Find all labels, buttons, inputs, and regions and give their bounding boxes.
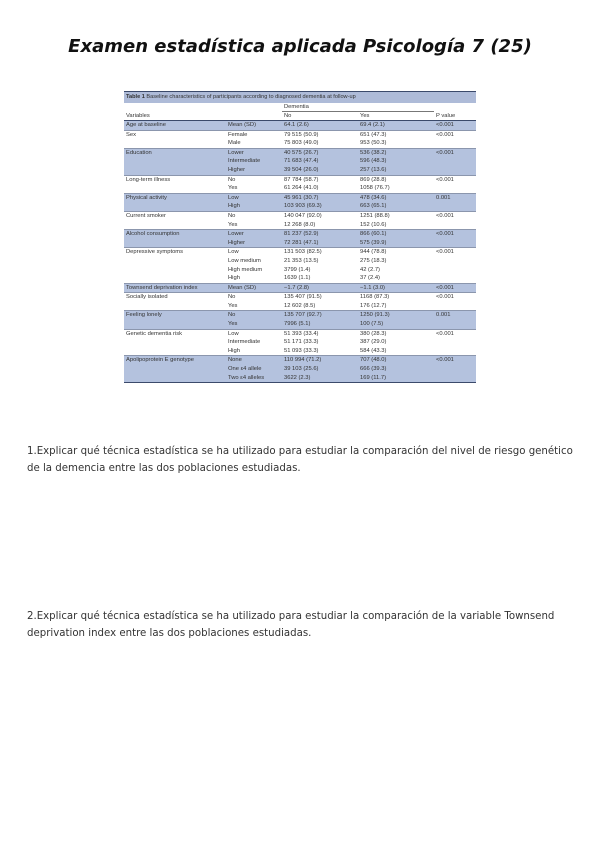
cell-variable: Genetic dementia risk — [124, 329, 226, 338]
page-title: Examen estadística aplicada Psicología 7 (25) — [68, 36, 532, 57]
cell-variable — [124, 365, 226, 374]
cell-no: 79 515 (50.9) — [282, 130, 358, 139]
cell-variable — [124, 239, 226, 248]
table-row — [124, 121, 476, 131]
cell-p — [434, 365, 476, 374]
cell-no: 45 961 (30.7) — [282, 193, 358, 202]
cell-no: 1639 (1.1) — [284, 275, 311, 282]
table-caption-label: Table 1 — [126, 94, 145, 100]
baseline-table-figure — [124, 91, 476, 383]
table-row — [124, 365, 476, 374]
table-row — [124, 139, 476, 148]
cell-category: Higher — [226, 239, 282, 248]
cell-p: <0.001 — [434, 211, 476, 220]
cell-category: No — [226, 175, 282, 184]
cell-yes: 69.4 (2.1) — [358, 121, 434, 131]
cell-yes: 169 (11.7) — [358, 374, 434, 383]
table-row — [124, 374, 476, 383]
cell-p — [434, 257, 476, 266]
cell-no: 110 994 (71.2) — [282, 356, 358, 365]
table-row — [124, 175, 476, 184]
cell-variable: Feeling lonely — [124, 311, 226, 320]
cell-variable — [124, 166, 226, 175]
cell-category: Intermediate — [226, 157, 282, 166]
header-variables: Variables — [124, 112, 226, 121]
cell-yes: 596 (48.3) — [358, 157, 434, 166]
table-row — [124, 302, 476, 311]
cell-category: No — [226, 311, 282, 320]
cell-variable — [124, 374, 226, 383]
cell-yes: 666 (39.3) — [358, 365, 434, 374]
cell-category: None — [226, 356, 282, 365]
cell-variable: Physical activity — [124, 193, 226, 202]
cell-no: 135 707 (92.7) — [282, 311, 358, 320]
cell-variable — [124, 221, 226, 230]
cell-variable — [124, 184, 226, 193]
cell-category: Mean (SD) — [226, 121, 282, 131]
cell-yes: 866 (60.1) — [358, 230, 434, 239]
cell-category: Higher — [226, 166, 282, 175]
cell-no: 12 602 (8.5) — [284, 302, 316, 309]
cell-p: <0.001 — [434, 148, 476, 157]
cell-category: High — [228, 275, 240, 282]
table-row — [124, 257, 476, 266]
cell-category: Yes — [226, 320, 282, 329]
cell-p — [434, 374, 476, 383]
cell-category: Male — [228, 140, 241, 147]
cell-no: 40 575 (26.7) — [282, 148, 358, 157]
cell-category: High — [226, 202, 282, 211]
cell-no: 81 237 (52.9) — [282, 230, 358, 239]
cell-category: Low medium — [228, 257, 261, 264]
cell-yes: 257 (13.6) — [358, 166, 434, 175]
table-row — [124, 239, 476, 248]
cell-yes: 663 (65.1) — [358, 202, 434, 211]
table-row — [124, 202, 476, 211]
header-no: No — [282, 112, 358, 121]
cell-p — [434, 320, 476, 329]
table-row — [124, 338, 476, 347]
cell-p: <0.001 — [434, 329, 476, 338]
cell-no: 3622 (2.3) — [282, 374, 358, 383]
cell-no: 39 103 (25.6) — [282, 365, 358, 374]
cell-p: <0.001 — [434, 293, 476, 302]
cell-yes: 953 (50.3) — [360, 140, 387, 147]
cell-no: 103 903 (69.3) — [282, 202, 358, 211]
cell-category: No — [226, 211, 282, 220]
cell-variable — [124, 302, 226, 311]
table-row — [124, 311, 476, 320]
cell-variable — [124, 257, 226, 266]
cell-p — [434, 157, 476, 166]
cell-yes: 42 (2.7) — [360, 266, 380, 273]
cell-variable — [124, 347, 226, 356]
question-1: 1.Explicar qué técnica estadística se ha utilizado para estudiar la comparación del nivel de riesgo genético de la demencia entre las dos poblaciones estudiadas. — [27, 446, 573, 474]
cell-no: 51 393 (33.4) — [282, 329, 358, 338]
table-row — [124, 248, 476, 257]
cell-variable — [124, 320, 226, 329]
cell-yes: 387 (29.0) — [360, 339, 387, 346]
cell-category: Intermediate — [228, 339, 261, 346]
cell-yes: 707 (48.0) — [358, 356, 434, 365]
cell-category: Mean (SD) — [226, 283, 282, 293]
cell-yes: 152 (10.6) — [360, 221, 387, 228]
table-row — [124, 211, 476, 220]
cell-p: <0.001 — [434, 130, 476, 139]
cell-p: <0.001 — [434, 356, 476, 365]
cell-p — [434, 266, 476, 275]
table-row — [124, 266, 476, 275]
cell-category: Yes — [228, 302, 238, 309]
cell-no: 64.1 (2.6) — [282, 121, 358, 131]
cell-category: Low — [226, 329, 282, 338]
cell-variable: Current smoker — [124, 211, 226, 220]
cell-p — [434, 139, 476, 148]
header-yes: Yes — [358, 112, 434, 121]
cell-p — [434, 184, 476, 193]
cell-p: <0.001 — [434, 121, 476, 131]
cell-variable: Depressive symptoms — [124, 248, 226, 257]
table-row — [124, 347, 476, 356]
cell-p — [434, 338, 476, 347]
cell-category: Low — [226, 193, 282, 202]
table-caption — [124, 91, 476, 103]
table-row — [124, 157, 476, 166]
cell-variable: Socially isolated — [124, 293, 226, 302]
cell-variable — [124, 139, 226, 148]
header-dementia: Dementia — [282, 103, 434, 112]
cell-p: 0.001 — [434, 311, 476, 320]
cell-no: 61 264 (41.0) — [284, 185, 319, 192]
cell-category: Yes — [228, 185, 238, 192]
cell-no: 21 353 (13.5) — [284, 257, 319, 264]
cell-yes: −1.1 (3.0) — [358, 283, 434, 293]
cell-no: 51 171 (33.3) — [284, 339, 319, 346]
cell-yes: 37 (2.4) — [360, 275, 380, 282]
cell-no: 39 504 (26.0) — [282, 166, 358, 175]
cell-yes: 1250 (91.3) — [358, 311, 434, 320]
cell-variable: Long-term illness — [124, 175, 226, 184]
cell-p: <0.001 — [434, 175, 476, 184]
cell-no: 12 268 (8.0) — [284, 221, 316, 228]
cell-yes: 176 (12.7) — [360, 302, 387, 309]
table-row — [124, 221, 476, 230]
cell-p — [434, 221, 476, 230]
cell-no: 140 047 (92.0) — [282, 211, 358, 220]
cell-variable: Alcohol consumption — [124, 230, 226, 239]
cell-no: 71 683 (47.4) — [282, 157, 358, 166]
table-row — [124, 166, 476, 175]
cell-yes: 944 (78.8) — [358, 248, 434, 257]
cell-no: 7996 (5.1) — [282, 320, 358, 329]
table-row — [124, 184, 476, 193]
cell-variable: Townsend deprivation index — [124, 283, 226, 293]
cell-category: Two ε4 alleles — [226, 374, 282, 383]
cell-yes: 275 (18.3) — [360, 257, 387, 264]
table-row — [124, 230, 476, 239]
cell-p: <0.001 — [434, 230, 476, 239]
table-row — [124, 193, 476, 202]
cell-category: Yes — [228, 221, 238, 228]
table-caption-text: Baseline characteristics of participants according to diagnosed dementia at follow-up — [146, 94, 356, 100]
cell-yes: 869 (28.8) — [358, 175, 434, 184]
cell-p — [434, 202, 476, 211]
baseline-characteristics-table — [124, 103, 476, 383]
cell-category: Female — [226, 130, 282, 139]
cell-variable — [124, 266, 226, 275]
table-row — [124, 293, 476, 302]
question-2: 2.Explicar qué técnica estadística se ha utilizado para estudiar la comparación de la variable Townsend deprivation index entre las dos poblaciones estudiadas. — [27, 611, 555, 639]
cell-p — [434, 347, 476, 356]
cell-category: High medium — [228, 266, 263, 273]
cell-variable: Sex — [124, 130, 226, 139]
cell-no: 75 803 (49.0) — [284, 140, 319, 147]
header-pvalue: P value — [434, 112, 476, 121]
cell-category: High — [228, 347, 240, 354]
cell-yes: 536 (38.2) — [358, 148, 434, 157]
cell-no: 87 784 (58.7) — [282, 175, 358, 184]
table-row — [124, 283, 476, 293]
cell-p — [434, 302, 476, 311]
cell-no: 51 093 (33.3) — [284, 347, 319, 354]
cell-yes: 584 (43.3) — [360, 347, 387, 354]
cell-no: 131 503 (82.5) — [282, 248, 358, 257]
cell-variable: Education — [124, 148, 226, 157]
cell-p — [434, 239, 476, 248]
table-row — [124, 274, 476, 283]
cell-variable: Age at baseline — [124, 121, 226, 131]
cell-yes: 1168 (87.3) — [358, 293, 434, 302]
table-row — [124, 148, 476, 157]
table-row — [124, 130, 476, 139]
cell-p — [434, 166, 476, 175]
cell-yes: 575 (39.9) — [358, 239, 434, 248]
cell-p: <0.001 — [434, 248, 476, 257]
cell-p — [434, 274, 476, 283]
table-row — [124, 329, 476, 338]
cell-yes: 1058 (76.7) — [360, 185, 390, 192]
cell-no: 72 281 (47.1) — [282, 239, 358, 248]
cell-no: −1.7 (2.8) — [282, 283, 358, 293]
cell-category: No — [226, 293, 282, 302]
cell-category: One ε4 allele — [226, 365, 282, 374]
cell-yes: 1251 (88.8) — [358, 211, 434, 220]
cell-variable: Apolipoprotein E genotype — [124, 356, 226, 365]
cell-yes: 478 (34.6) — [358, 193, 434, 202]
cell-no: 135 407 (91.5) — [282, 293, 358, 302]
cell-variable — [124, 202, 226, 211]
cell-no: 3799 (1.4) — [284, 266, 311, 273]
cell-category: Lower — [226, 230, 282, 239]
cell-variable — [124, 338, 226, 347]
cell-p: <0.001 — [434, 283, 476, 293]
table-row — [124, 356, 476, 365]
cell-category: Low — [226, 248, 282, 257]
cell-yes: 100 (7.5) — [358, 320, 434, 329]
cell-yes: 651 (47.3) — [358, 130, 434, 139]
cell-yes: 380 (28.3) — [358, 329, 434, 338]
table-body — [124, 121, 476, 383]
table-row — [124, 320, 476, 329]
cell-category: Lower — [226, 148, 282, 157]
cell-variable — [124, 274, 226, 283]
cell-p: 0.001 — [434, 193, 476, 202]
cell-variable — [124, 157, 226, 166]
